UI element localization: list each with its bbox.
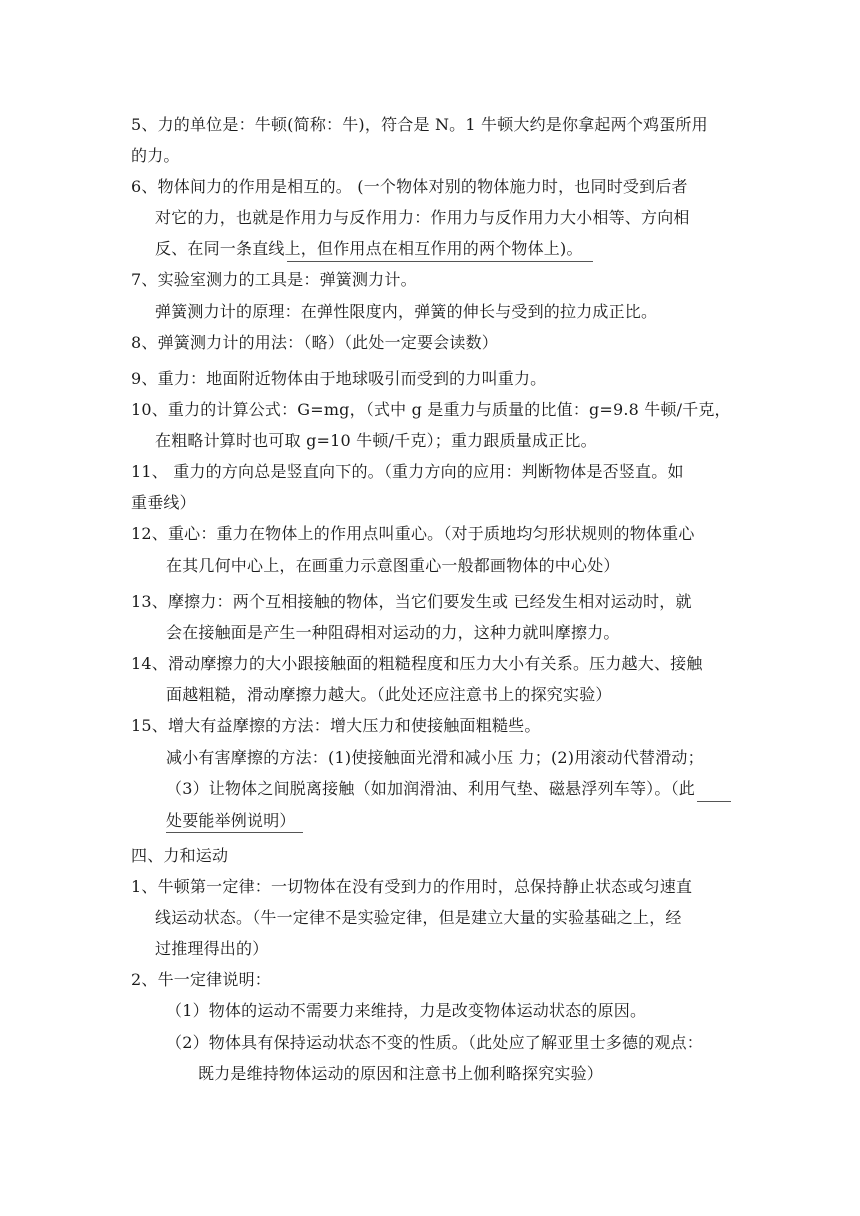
text-line: 9、重力：地面附近物体由于地球吸引而受到的力叫重力。 [131,369,547,388]
text-line: （3）让物体之间脱离接触（如加润滑油、利用气垫、磁悬浮列车等）。（此 [166,779,695,798]
text-line: 13、摩擦力：两个互相接触的物体，当它们要发生或 已经发生相对运动时，就 [131,592,692,611]
underline [697,801,731,802]
text-line: 过推理得出的） [155,939,269,958]
text-line: 1、牛顿第一定律：一切物体在没有受到力的作用时，总保持静止状态或匀速直 [131,877,693,896]
text-line: 11、 重力的方向总是竖直向下的。（重力方向的应用：判断物体是否竖直。如 [131,462,684,481]
text-line: 线运动状态。（牛一定律不是实验定律，但是建立大量的实验基础之上，经 [155,908,682,927]
text-line: 5、力的单位是：牛顿(简称：牛)，符合是 N。1 牛顿大约是你拿起两个鸡蛋所用 [131,115,708,134]
underline [287,261,593,262]
text-line: 15、增大有益摩擦的方法：增大压力和使接触面粗糙些。 [131,716,541,735]
text-line: 在粗略计算时也可取 g=10 牛顿/千克）；重力跟质量成正比。 [155,431,597,450]
text-line: 既力是维持物体运动的原因和注意书上伽利略探究实验） [198,1064,604,1083]
underline [166,832,303,833]
text-line: 6、物体间力的作用是相互的。 (一个物体对别的物体施力时，也同时受到后者 [131,177,688,196]
text-line: 12、重心：重力在物体上的作用点叫重心。（对于质地均匀形状规则的物体重心 [131,524,695,543]
text-line: 减小有害摩擦的方法：(1)使接触面光滑和减小压 力；(2)用滚动代替滑动； [166,748,704,767]
section-heading: 四、力和运动 [131,846,229,865]
text-line: 处要能举例说明） [166,811,296,830]
text-line: 8、弹簧测力计的用法：（略）（此处一定要会读数） [131,333,498,352]
text-line: 弹簧测力计的原理：在弹性限度内，弹簧的伸长与受到的拉力成正比。 [155,302,658,321]
text-line: 7、实验室测力的工具是：弹簧测力计。 [131,270,417,289]
text-line: 2、牛一定律说明： [131,970,271,989]
text-line: 10、重力的计算公式：G=mg，（式中 g 是重力与质量的比值：g=9.8 牛顿/千克， [131,400,731,419]
text-line: 的力。 [131,146,180,165]
text-line: 面越粗糙，滑动摩擦力越大。（此处还应注意书上的探究实验） [166,685,612,704]
text-line: 反、在同一条直线上，但作用点在相互作用的两个物体上)。 [155,239,583,258]
text-line: 会在接触面是产生一种阻碍相对运动的力，这种力就叫摩擦力。 [166,623,620,642]
text-line: （2）物体具有保持运动状态不变的性质。（此处应了解亚里士多德的观点： [166,1033,703,1052]
text-line: 对它的力，也就是作用力与反作用力：作用力与反作用力大小相等、方向相 [155,208,690,227]
text-line: （1）物体的运动不需要力来维持，力是改变物体运动状态的原因。 [166,1001,647,1020]
text-line: 14、滑动摩擦力的大小跟接触面的粗糙程度和压力大小有关系。压力越大、接触 [131,654,703,673]
text-line: 重垂线） [131,493,196,512]
text-line: 在其几何中心上，在画重力示意图重心一般都画物体的中心处） [166,556,620,575]
